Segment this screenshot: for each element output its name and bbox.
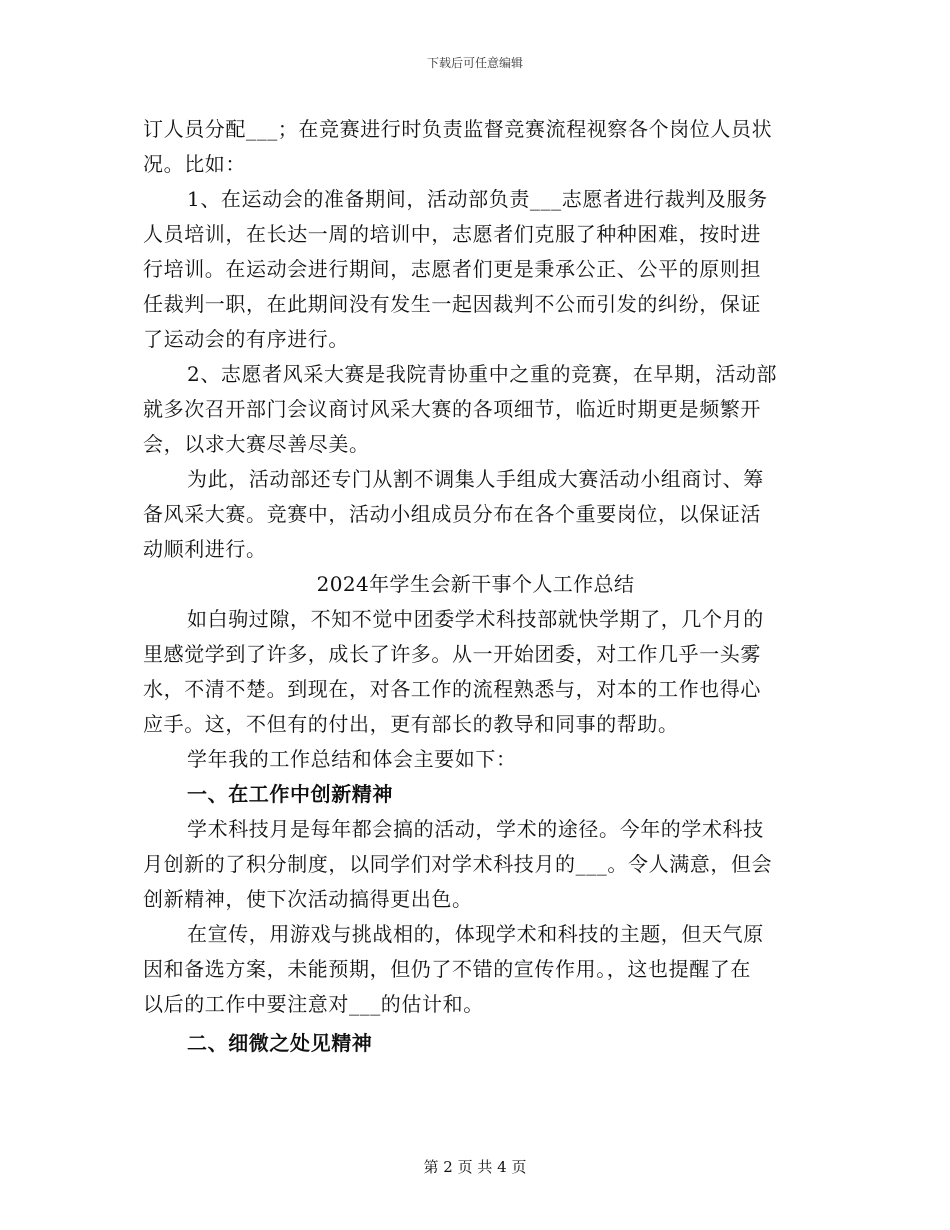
paragraph-line: 况。比如： [143,152,246,176]
subheading: 一、在工作中创新精神 [187,782,393,806]
paragraph-line: 以后的工作中要注意对___的估计和。 [143,992,484,1016]
paragraph-line: 1、在运动会的准备期间，活动部负责___志愿者进行裁判及服务 [187,187,768,211]
page-header: 下载后可任意编辑 [426,56,523,70]
paragraph-line: 备风采大赛。竞赛中，活动小组成员分布在各个重要岗位，以保证活 [143,502,761,526]
paragraph-line: 任裁判一职，在此期间没有发生一起因裁判不公而引发的纠纷，保证 [143,292,761,316]
paragraph-line: 在宣传，用游戏与挑战相的，体现学术和科技的主题，但天气原 [187,922,764,946]
paragraph-line: 如白驹过隙，不知不觉中团委学术科技部就快学期了，几个月的 [187,607,764,631]
paragraph-line: 了运动会的有序进行。 [143,327,349,351]
paragraph-line: 动顺利进行。 [143,537,267,561]
paragraph-line: 为此，活动部还专门从割不调集人手组成大赛活动小组商讨、筹 [187,467,764,491]
paragraph-line: 里感觉学到了许多，成长了许多。从一开始团委，对工作几乎一头雾 [143,642,761,666]
document-body [143,112,808,1061]
paragraph-line: 会，以求大赛尽善尽美。 [143,432,370,456]
paragraph-line: 月创新的了积分制度，以同学们对学术科技月的___。令人满意，但会 [143,852,773,876]
page-footer: 第 2 页 共 4 页 [423,1158,527,1176]
paragraph-line: 水，不清不楚。到现在，对各工作的流程熟悉与，对本的工作也得心 [143,677,761,701]
paragraph-line: 行培训。在运动会进行期间，志愿者们更是秉承公正、公平的原则担 [143,257,761,281]
paragraph-line: 人员培训，在长达一周的培训中，志愿者们克服了种种困难，按时进 [143,222,761,246]
paragraph-line: 应手。这，不但有的付出，更有部长的教导和同事的帮助。 [143,712,679,736]
paragraph-line: 学年我的工作总结和体会主要如下： [187,747,517,771]
paragraph-line: 学术科技月是每年都会搞的活动，学术的途径。今年的学术科技 [187,817,764,841]
paragraph-line: 因和备选方案，未能预期，但仍了不错的宣传作用。，这也提醒了在 [143,957,751,981]
paragraph-line: 创新精神，使下次活动搞得更出色。 [143,887,473,911]
paragraph-line: 订人员分配___；在竞赛进行时负责监督竞赛流程视察各个岗位人员状 [143,117,773,141]
subheading: 二、细微之处见精神 [187,1031,373,1055]
paragraph-line: 2、志愿者风采大赛是我院青协重中之重的竞赛，在早期，活动部 [187,362,778,386]
paragraph-line: 就多次召开部门会议商讨风采大赛的各项细节，临近时期更是频繁开 [143,397,761,421]
section-title: 2024年学生会新干事个人工作总结 [316,572,635,596]
